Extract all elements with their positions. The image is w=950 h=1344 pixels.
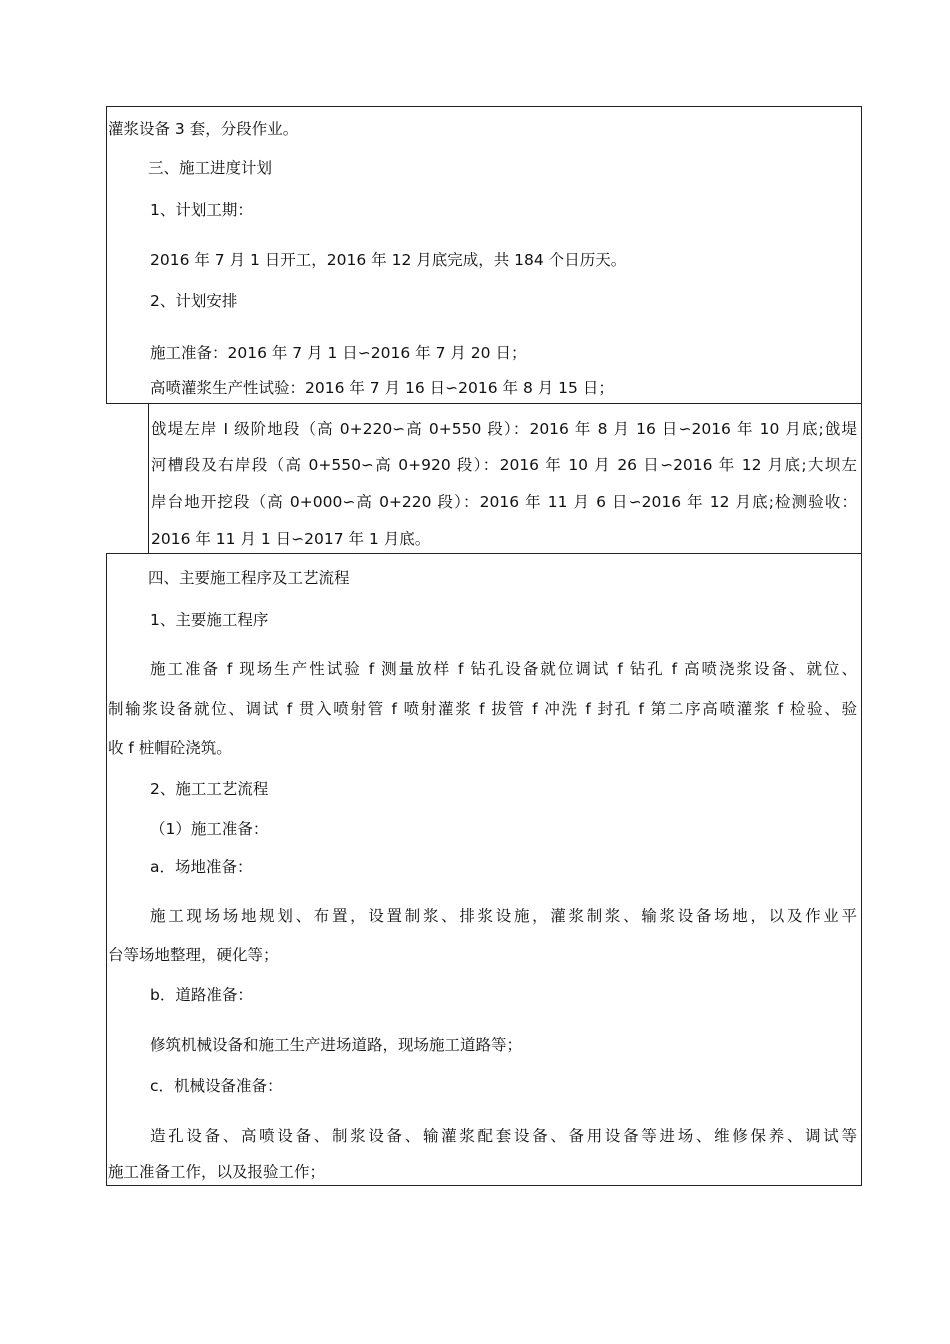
arrangement-trial: 高喷灌浆生产性试验：2016 年 7 月 16 日∽2016 年 8 月 15 日；	[150, 379, 614, 397]
subheading-planned-period: 1、计划工期：	[150, 201, 253, 219]
subheading-preparation: （1）施工准备：	[150, 820, 269, 838]
arrangement-line: 岸台地开挖段（高 0+000∽高 0+220 段）：2016 年 11 月 6 日∽2016 年 12 月底;检测验收：	[151, 493, 857, 511]
item-c-line: 施工准备工作，以及报验工作；	[108, 1163, 326, 1181]
arrangement-line: 戗堤左岸 I 级阶地段（高 0+220∽高 0+550 段）：2016 年 8 月 16 日∽2016 年 10 月底;戗堤	[151, 420, 857, 438]
item-a-line: 台等场地整理，硬化等；	[108, 946, 279, 964]
arrangement-preparation: 施工准备：2016 年 7 月 1 日∽2016 年 7 月 20 日；	[150, 344, 527, 362]
item-c-line: 造孔设备、高喷设备、制浆设备、输灌浆配套设备、备用设备等进场、维修保养、调试等	[150, 1127, 857, 1145]
item-c-title: c．机械设备准备：	[150, 1077, 283, 1095]
section-heading-procedure: 四、主要施工程序及工艺流程	[148, 569, 350, 587]
continued-line: 灌浆设备 3 套，分段作业。	[108, 120, 299, 138]
item-a-line: 施工现场场地规划、布置，设置制浆、排浆设施，灌浆制浆、输浆设备场地，以及作业平	[150, 907, 857, 925]
planned-period-text: 2016 年 7 月 1 日开工，2016 年 12 月底完成，共 184 个日历天。	[150, 251, 627, 269]
subheading-process-flow: 2、施工工艺流程	[150, 780, 269, 798]
item-b-text: 修筑机械设备和施工生产进场道路，现场施工道路等；	[150, 1036, 523, 1054]
procedure-line: 制输浆设备就位、调试 f 贯入喷射管 f 喷射灌浆 f 拔管 f 冲洗 f 封孔 f 第二序高喷灌浆 f 检验、验	[108, 700, 857, 718]
subheading-arrangement: 2、计划安排	[150, 292, 238, 310]
procedure-line: 收 f 桩帽砼浇筑。	[108, 739, 232, 757]
procedure-line: 施工准备 f 现场生产性试验 f 测量放样 f 钻孔设备就位调试 f 钻孔 f 高喷浇浆设备、就位、	[150, 660, 857, 678]
subheading-main-procedure: 1、主要施工程序	[150, 611, 269, 629]
arrangement-line: 2016 年 11 月 1 日∽2017 年 1 月底。	[151, 530, 431, 548]
section-heading-schedule: 三、施工进度计划	[148, 159, 273, 177]
item-b-title: b．道路准备：	[150, 986, 253, 1004]
item-a-title: a．场地准备：	[150, 858, 253, 876]
arrangement-line: 河槽段及右岸段（高 0+550∽高 0+920 段）：2016 年 10 月 26 日∽2016 年 12 月底;大坝左	[151, 456, 857, 474]
